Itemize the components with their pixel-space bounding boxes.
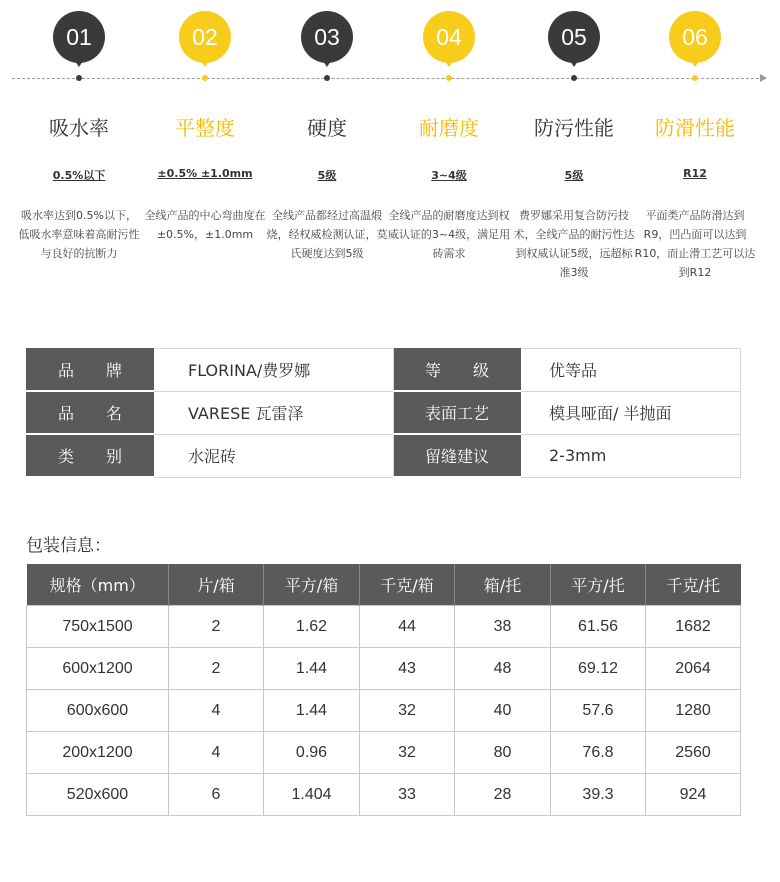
spec-value: VARESE 瓦雷泽: [154, 391, 394, 434]
spec-row: [27, 349, 741, 392]
table-cell: 44: [360, 606, 455, 648]
packaging-table: [26, 564, 741, 816]
spec-label: 留缝建议: [394, 434, 521, 477]
table-row: [27, 648, 741, 690]
table-cell: 1280: [646, 690, 741, 732]
spec-row: [27, 391, 741, 434]
table-cell: 1.62: [264, 606, 360, 648]
feature-title: 硬度: [307, 116, 347, 140]
table-cell: 28: [455, 774, 551, 816]
column-header: 平方/托: [551, 564, 646, 606]
table-cell: 39.3: [551, 774, 646, 816]
table-cell: 1.44: [264, 648, 360, 690]
column-header: 千克/箱: [360, 564, 455, 606]
feature-title: 防滑性能: [655, 116, 735, 140]
table-cell: 6: [169, 774, 264, 816]
table-row: [27, 606, 741, 648]
table-cell: 80: [455, 732, 551, 774]
column-header: 千克/托: [646, 564, 741, 606]
feature-description: 全线产品的耐磨度达到权威认证的3~4级，满足用砖需求: [387, 209, 511, 260]
table-cell: 600x1200: [27, 648, 169, 690]
table-cell: 2560: [646, 732, 741, 774]
table-row: [27, 774, 741, 816]
spec-label: 等 级: [394, 349, 521, 392]
feature-value: 5级: [317, 169, 337, 182]
timeline-dot: [571, 75, 577, 81]
table-cell: 2064: [646, 648, 741, 690]
feature-value: R12: [683, 167, 707, 180]
column-header: 片/箱: [169, 564, 264, 606]
table-row: [27, 732, 741, 774]
number-badge: 06: [669, 11, 721, 63]
table-cell: 61.56: [551, 606, 646, 648]
table-cell: 48: [455, 648, 551, 690]
spec-value: FLORINA/费罗娜: [154, 349, 394, 392]
feature-value: ±0.5% ±1.0mm: [157, 167, 253, 180]
spec-row: [27, 434, 741, 477]
timeline-axis: [12, 78, 764, 79]
feature-description: 全线产品都经过高温煅烧，经权威检测认证，莫氏硬度达到5级: [266, 209, 388, 260]
table-cell: 38: [455, 606, 551, 648]
number-badge: 01: [53, 11, 105, 63]
number-badge: 02: [179, 11, 231, 63]
feature-title: 平整度: [175, 116, 235, 140]
feature-description: 平面类产品防滑达到R9，凹凸面可以达到R10，而止滑工艺可以达到R12: [634, 209, 756, 279]
table-cell: 924: [646, 774, 741, 816]
table-cell: 1682: [646, 606, 741, 648]
spec-label: 品 名: [27, 391, 154, 434]
table-cell: 76.8: [551, 732, 646, 774]
spec-value: 模具哑面/ 半抛面: [521, 391, 741, 434]
table-cell: 57.6: [551, 690, 646, 732]
table-cell: 600x600: [27, 690, 169, 732]
feature-description: 吸水率达到0.5%以下，低吸水率意味着高耐污性与良好的抗断力: [18, 209, 140, 260]
table-cell: 4: [169, 690, 264, 732]
timeline-dot: [76, 75, 82, 81]
spec-label: 类 别: [27, 434, 154, 477]
table-cell: 1.44: [264, 690, 360, 732]
packaging-heading: 包装信息：: [26, 536, 111, 556]
table-cell: 4: [169, 732, 264, 774]
table-cell: 32: [360, 732, 455, 774]
table-cell: 2: [169, 606, 264, 648]
table-row: [27, 690, 741, 732]
feature-value: 3~4级: [431, 169, 467, 182]
column-header: 平方/箱: [264, 564, 360, 606]
table-cell: 200x1200: [27, 732, 169, 774]
number-badge: 04: [423, 11, 475, 63]
number-badge: 03: [301, 11, 353, 63]
timeline-dot: [202, 75, 208, 81]
table-cell: 69.12: [551, 648, 646, 690]
spec-value: 水泥砖: [154, 434, 394, 477]
spec-value: 优等品: [521, 349, 741, 392]
spec-value: 2-3mm: [521, 434, 741, 477]
feature-value: 0.5%以下: [52, 169, 106, 182]
table-cell: 520x600: [27, 774, 169, 816]
spec-label: 表面工艺: [394, 391, 521, 434]
feature-timeline: [0, 0, 780, 300]
feature-title: 耐磨度: [419, 116, 479, 140]
timeline-dot: [692, 75, 698, 81]
timeline-arrow-icon: [760, 74, 767, 82]
timeline-dot: [324, 75, 330, 81]
table-cell: 32: [360, 690, 455, 732]
feature-description: 费罗娜采用复合防污技术，全线产品的耐污性达到权威认证5级，远超标准3级: [513, 209, 635, 279]
table-cell: 40: [455, 690, 551, 732]
table-cell: 0.96: [264, 732, 360, 774]
table-cell: 2: [169, 648, 264, 690]
table-header-row: [27, 564, 741, 606]
feature-value: 5级: [564, 169, 584, 182]
number-badge: 05: [548, 11, 600, 63]
feature-description: 全线产品的中心弯曲度在±0.5%，±1.0mm: [144, 209, 266, 241]
column-header: 规格（mm）: [27, 564, 169, 606]
table-cell: 33: [360, 774, 455, 816]
column-header: 箱/托: [455, 564, 551, 606]
feature-title: 防污性能: [534, 116, 614, 140]
spec-label: 品 牌: [27, 349, 154, 392]
feature-title: 吸水率: [49, 116, 109, 140]
table-cell: 43: [360, 648, 455, 690]
table-cell: 750x1500: [27, 606, 169, 648]
table-cell: 1.404: [264, 774, 360, 816]
product-spec-table: [26, 348, 741, 478]
timeline-dot: [446, 75, 452, 81]
